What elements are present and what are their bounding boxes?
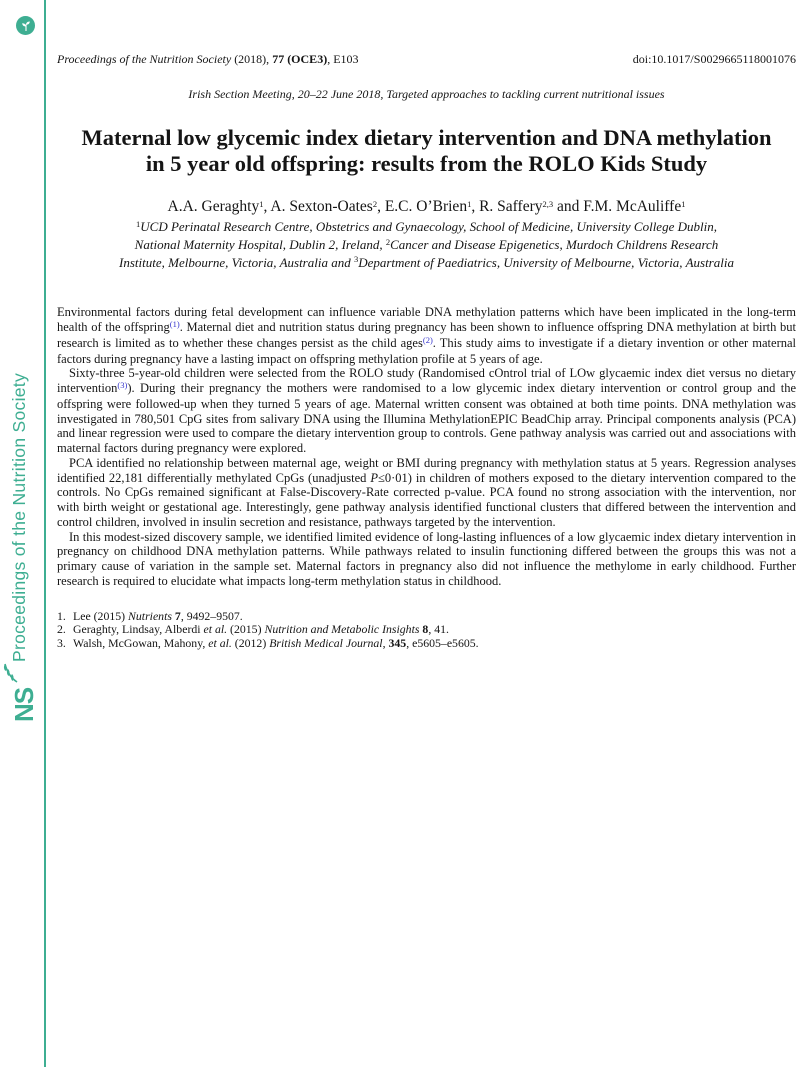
- reference-number: 1.: [57, 608, 66, 623]
- text-segment: Lee (2015): [73, 608, 129, 623]
- abstract-paragraph: [57, 305, 796, 366]
- text-segment: Nutrition and Metabolic Insights: [264, 622, 420, 637]
- title-line-1: Maternal low glycemic index dietary intervention and DNA methylation: [81, 125, 772, 150]
- text-segment: ). During their pregnancy the mothers were randomised to a low glycemic index dietary intervention or control group and the offspring were followed-up when they turned 5 years of age. Maternal written consent was obtained at both time points. DNA methylation was investigated in 780,501 CpG sites from salivary DNA using the Illumina MethylationEPIC BeadChip array. Principal components analysis (PCA) and linear regression were used to compare the dietary intervention group to controls. Gene pathway analysis was carried out and associations with maternal factors during pregnancy were explored.: [57, 381, 796, 456]
- reference-text: [73, 637, 796, 651]
- text-segment: P: [370, 470, 378, 485]
- text-segment: Sixty-three 5-year-old children were selected from the ROLO study (Randomised cOntrol trial of LOw glycaemic index diet versus no dietary intervention: [57, 366, 796, 396]
- journal-logo: [16, 16, 35, 35]
- affiliation-line: [57, 255, 796, 273]
- text-segment: . Maternal diet and nutrition status during pregnancy has been shown to influence offspring DNA methylation at birth but research is limited as to whether these changes persist as the child ages: [57, 320, 796, 350]
- article-page: [57, 0, 796, 651]
- affiliation-line: [57, 237, 796, 255]
- affiliation-line: [57, 219, 796, 237]
- text-segment: (2015): [227, 622, 265, 637]
- reference-text: [73, 610, 796, 624]
- text-segment: , E103: [327, 52, 359, 66]
- text-segment: A.A. Geraghty: [167, 198, 260, 215]
- reference-number: 3.: [57, 636, 66, 651]
- wheat-sprig-icon: [1, 662, 21, 684]
- reference-link[interactable]: (2): [422, 334, 433, 345]
- text-segment: , 9492–9507.: [180, 608, 243, 623]
- text-segment: , A. Sexton-Oates: [263, 198, 373, 215]
- text-segment: In this modest-sized discovery sample, we identified limited evidence of long-lasting influences of a low glycaemic index dietary intervention in pregnancy on childhood DNA methylation patterns. While pathways related to insulin functioning differed between the groups this was not a primary cause of variation in the sample set. Maternal factors in pregnancy also did not influence the methylome in early childhood. Further research is required to elucidate what impacts long-term methylation status in childhood.: [57, 529, 796, 588]
- text-segment: Nutrients: [128, 608, 172, 623]
- text-segment: , E.C. O’Brien: [377, 198, 468, 215]
- reference-link[interactable]: (1): [169, 318, 180, 329]
- authors-line: [57, 198, 796, 216]
- abstract-paragraph: [57, 456, 796, 530]
- text-segment: , e5605–e5605.: [406, 636, 479, 651]
- text-segment: , R. Saffery: [471, 198, 543, 215]
- text-segment: 1: [681, 198, 686, 209]
- reference-number: 2.: [57, 622, 66, 637]
- text-segment: National Maternity Hospital, Dublin 2, Ireland,: [134, 236, 386, 252]
- page-title: [57, 125, 796, 177]
- text-segment: (2018),: [231, 52, 273, 66]
- reference-item: [57, 637, 796, 651]
- reference-item: [57, 623, 796, 637]
- sidebar-vertical-rule: [44, 0, 46, 1067]
- plant-sprout-icon: [20, 20, 32, 32]
- text-segment: British Medical Journal: [269, 636, 383, 651]
- text-segment: Cancer and Disease Epigenetics, Murdoch Childrens Research: [390, 236, 719, 252]
- text-segment: UCD Perinatal Research Centre, Obstetrics and Gynaecology, School of Medicine, University College Dublin,: [140, 219, 717, 234]
- text-segment: , 41.: [428, 622, 449, 637]
- title-line-2: in 5 year old offspring: results from the ROLO Kids Study: [145, 151, 708, 176]
- text-segment: (2012): [231, 636, 270, 651]
- text-segment: et al.: [208, 636, 232, 651]
- text-segment: 1: [467, 198, 472, 209]
- text-segment: 2: [385, 236, 391, 247]
- vertical-journal-title: Proceedings of the Nutrition Society: [9, 372, 29, 662]
- meeting-line: Irish Section Meeting, 20–22 June 2018, Targeted approaches to tackling current nutritional issues: [188, 87, 665, 101]
- text-segment: ≤0·01) in children of mothers exposed to the dietary intervention compared to the controls. No CpGs remained significant at False-Discovery-Rate corrected p-value. PCA found no strong association with the intervention, nor with birth weight or gestational age. Interestingly, gene pathway analysis identified functional clusters that differed between the intervention and control children, involved in insulin secretion and resistance, pathways targeted by the intervention.: [57, 470, 796, 529]
- text-segment: Proceedings of the Nutrition Society: [57, 52, 232, 66]
- abstract-paragraph: [57, 530, 796, 589]
- page-header: [57, 52, 796, 67]
- doi-text: doi:10.1017/S0029665118001076: [632, 52, 796, 66]
- text-segment: Geraghty, Lindsay, Alberdi: [73, 622, 204, 637]
- text-segment: and F.M. McAuliffe: [553, 198, 682, 215]
- text-segment: PCA identified no relationship between maternal age, weight or BMI during pregnancy with methylation status at 5 years. Regression analyses identified 22,181 differentially methylated CpGs (unadjusted: [57, 455, 796, 485]
- text-segment: Walsh, McGowan, Mahony,: [73, 636, 209, 651]
- reference-link[interactable]: (3): [117, 379, 128, 390]
- text-segment: Environmental factors during fetal development can influence variable DNA methylation patterns which have been implicated in the long-term health of the offspring: [57, 305, 796, 335]
- text-segment: 77 (OCE3): [272, 52, 328, 66]
- text-segment: Institute, Melbourne, Victoria, Australia and: [119, 254, 354, 270]
- text-segment: et al.: [203, 622, 228, 637]
- text-segment: 2,3: [542, 198, 554, 209]
- text-segment: 7: [174, 608, 181, 623]
- affiliations: [57, 219, 796, 272]
- text-segment: . This study aims to investigate if a dietary invention or other maternal factors during pregnancy have a lasting impact on offspring methylation profile at 5 years of age.: [57, 335, 797, 366]
- text-segment: Department of Paediatrics, University of Melbourne, Victoria, Australia: [358, 254, 734, 270]
- text-segment: 345: [388, 636, 407, 651]
- nutrition-society-logo: NS: [9, 687, 39, 722]
- text-segment: 1: [259, 198, 264, 209]
- journal-citation: [57, 52, 359, 67]
- abstract-paragraph: [57, 366, 796, 456]
- reference-text: [73, 623, 796, 637]
- reference-list: [57, 610, 796, 651]
- abstract: [57, 305, 796, 588]
- text-segment: 1: [136, 218, 141, 229]
- text-segment: 8: [422, 622, 429, 637]
- reference-item: [57, 610, 796, 624]
- text-segment: 2: [372, 198, 378, 209]
- text-segment: 3: [353, 254, 359, 265]
- text-segment: ,: [382, 636, 389, 651]
